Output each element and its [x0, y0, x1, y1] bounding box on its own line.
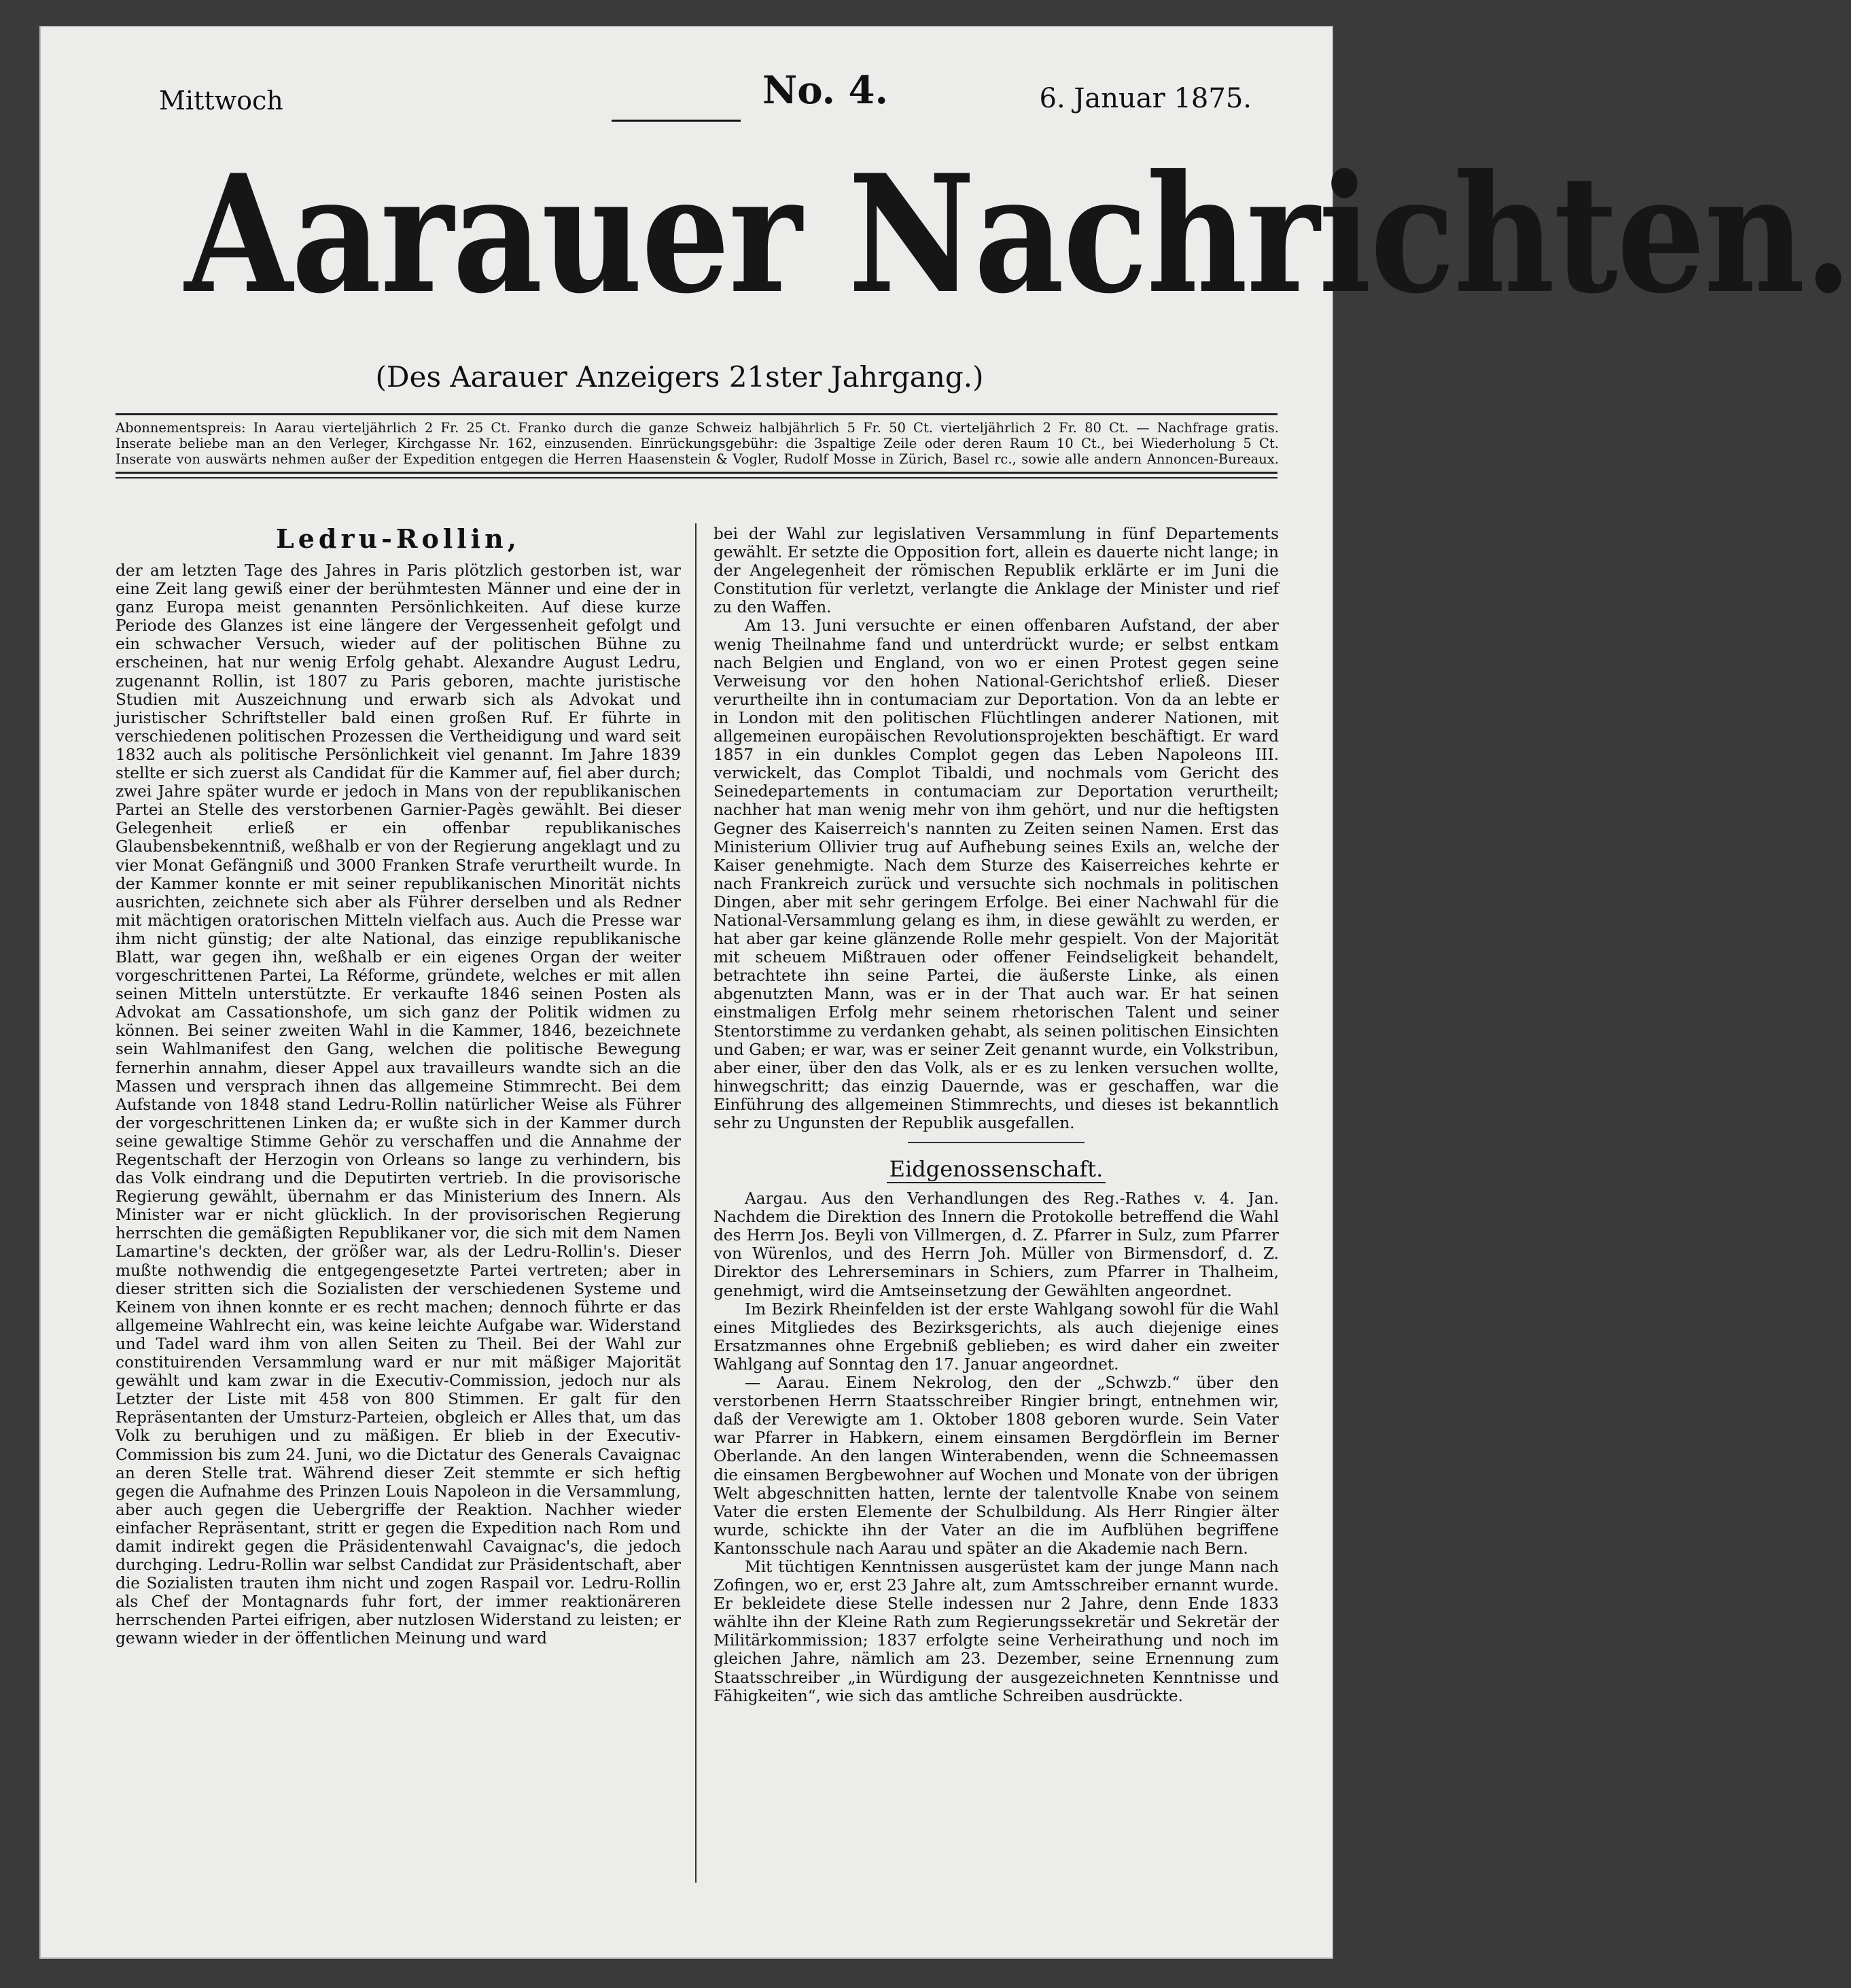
issue-number: No. 4. — [762, 68, 889, 113]
notice-line: Inserate beliebe man an den Verleger, Kirchgasse Nr. 162, einzusenden. Einrückungsgebühr: die 3spaltige Zeile oder deren Raum 10 Ct., bei Wiederholung 5 Ct. — [116, 436, 1279, 451]
header-rule-bottom — [116, 472, 1277, 474]
subscription-notices — [116, 420, 1279, 467]
article-column-right — [713, 525, 1279, 1705]
news-paragraph: Mit tüchtigen Kenntnissen ausgerüstet kam der junge Mann nach Zofingen, wo er, erst 23 Jahre alt, zum Amtsschreiber ernannt wurde. Er bekleidete diese Stelle indessen nur 2 Jahre, denn Ende 1833 wählte ihn der Kleine Rath zum Regierungssekretär und Sekretär der Militärkommission; 1837 erfolgte seine Verheirathung und noch im gleichen Jahre, nämlich am 23. Dezember, seine Ernennung zum Staatsschreiber „in Würdigung der ausgezeichneten Kenntnisse und Fähigkeiten“, wie sich das amtliche Schreiben ausdrückte. — [713, 1557, 1279, 1705]
section-heading — [713, 1155, 1279, 1183]
article-paragraph: der am letzten Tage des Jahres in Paris plötzlich gestorben ist, war eine Zeit lang gewiß einer der berühmtesten Männer und eine der in ganz Europa meist genannten Persönlichkeiten. Auf diese kurze Periode des Glanzes ist eine längere der Vergessenheit gefolgt und ein schwacher Versuch, wieder auf der politischen Bühne zu erscheinen, hat nur wenig Erfolg gehabt. Alexandre August Ledru, zugenannt Rollin, ist 1807 zu Paris geboren, machte juristische Studien mit Auszeichnung und erwarb sich als Advokat und juristischer Schriftsteller bald einen großen Ruf. Er führte in verschiedenen politischen Prozessen die Vertheidigung und ward seit 1832 auch als politische Persönlichkeit viel genannt. Im Jahre 1839 stellte er sich zuerst als Candidat für die Kammer auf, fiel aber durch; zwei Jahre später wurde er jedoch in Mans von der republikanischen Partei an Stelle des verstorbenen Garnier-Pagès gewählt. Bei dieser Gelegenheit erließ er ein offenbar republikanisches Glaubensbekenntniß, weßhalb er von der Regierung angeklagt und zu vier Monat Gefängniß und 3000 Franken Strafe verurtheilt wurde. In der Kammer konnte er mit seiner republikanischen Minorität nichts ausrichten, zeichnete sich aber als Führer derselben und als Redner mit mächtigen oratorischen Mitteln vielfach aus. Auch die Presse war ihm nicht günstig; der alte National, das einzige republikanische Blatt, war gegen ihn, weßhalb er ein eigenes Organ der weiter vorgeschrittenen Partei, La Réforme, gründete, welches er mit allen seinen Mitteln unterstützte. Er verkaufte 1846 seinen Posten als Advokat am Cassationshofe, um sich ganz der Politik widmen zu können. Bei seiner zweiten Wahl in die Kammer, 1846, bezeichnete sein Wahlmanifest den Gang, welchen die politische Bewegung fernerhin annahm, dieser Appel aux travailleurs wandte sich an die Massen und versprach ihnen das allgemeine Stimmrecht. Bei dem Aufstande von 1848 stand Ledru-Rollin natürlicher Weise als Führer der vorgeschrittenen Linken da; er wußte sich in der Kammer durch seine gewaltige Stimme Gehör zu verschaffen und die Annahme der Regentschaft der Herzogin von Orleans so lange zu verhindern, bis das Volk eindrang und die Deputirten vertrieb. In die provisorische Regierung gewählt, übernahm er das Ministerium des Innern. Als Minister war er nicht glücklich. In der provisorischen Regierung herrschten die gemäßigten Republikaner vor, die sich mit dem Namen Lamartine's deckten, der größer war, als der Ledru-Rollin's. Dieser mußte nothwendig die entgegengesetzte Partei vertreten; aber in dieser stritten sich die Sozialisten der verschiedenen Systeme und Keinem von ihnen konnte er es recht machen; dennoch führte er das allgemeine Wahlrecht ein, was keine leichte Aufgabe war. Widerstand und Tadel ward ihm von allen Seiten zu Theil. Bei der Wahl zur constituirenden Versammlung ward er nur mit mäßiger Majorität gewählt und kam zwar in die Executiv-Commission, jedoch nur als Letzter der Liste mit 458 von 800 Stimmen. Er galt für den Repräsentanten der Umsturz-Parteien, obgleich er Alles that, um das Volk zu beruhigen und zu mäßigen. Er blieb in der Executiv-Commission bis zum 24. Juni, wo die Dictatur des Generals Cavaignac an deren Stelle trat. Während dieser Zeit stemmte er sich heftig gegen die Aufnahme des Prinzen Louis Napoleon in die Versammlung, aber auch gegen die Uebergriffe der Reaktion. Nachher wieder einfacher Repräsentant, stritt er gegen die Expedition nach Rom und damit indirekt gegen die Präsidentenwahl Cavaignac's, die jedoch durchging. Ledru-Rollin war selbst Candidat zur Präsidentschaft, aber die Sozialisten trauten ihm nicht und zogen Raspail vor. Ledru-Rollin als Chef der Montagnards fuhr fort, der immer reaktionäreren herrschenden Partei eifrigen, aber nutzlosen Widerstand zu leisten; er gewann wieder in der öffentlichen Meinung und ward — [116, 561, 681, 1648]
number-underline — [612, 120, 741, 122]
news-paragraph: — Aarau. Einem Nekrolog, den der „Schwzb.“ über den verstorbenen Herrn Staatsschreiber Ringier bringt, entnehmen wir, daß der Verewigte am 1. Oktober 1808 geboren wurde. Sein Vater war Pfarrer in Habkern, einem einsamen Bergdörflein im Berner Oberlande. An den langen Winterabenden, wenn die Schneemassen die einsamen Bergbewohner auf Wochen und Monate von der übrigen Welt abgeschnitten hatten, lernte der talentvolle Knabe von seinem Vater die ersten Elemente der Schulbildung. Als Herr Ringier älter wurde, schickte ihn der Vater an die im Aufblühen begriffene Kantonsschule nach Aarau und später an die Akademie nach Bern. — [713, 1374, 1279, 1558]
newspaper-subtitle: (Des Aarauer Anzeigers 21ster Jahrgang.) — [375, 360, 984, 394]
article-separator — [908, 1142, 1085, 1143]
article-heading: Ledru-Rollin, — [276, 523, 521, 554]
column-divider — [695, 523, 697, 1883]
issue-weekday: Mittwoch — [159, 86, 283, 116]
issue-date: 6. Januar 1875. — [1039, 83, 1252, 114]
article-paragraph: Am 13. Juni versuchte er einen offenbaren Aufstand, der aber wenig Theilnahme fand und unterdrückt wurde; er selbst entkam nach Belgien und England, von wo er einen Protest gegen seine Verweisung vor den hohen National-Gerichtshof erließ. Dieser verurtheilte ihn in contumaciam zur Deportation. Von da an lebte er in London mit den politischen Flüchtlingen anderer Nationen, mit allgemeinen europäischen Revolutionsprojekten beschäftigt. Er ward 1857 in ein dunkles Complot gegen das Leben Napoleons III. verwickelt, das Complot Tibaldi, und nochmals vom Gericht des Seinedepartements in contumaciam zur Deportation verurtheilt; nachher hat man wenig mehr von ihm gehört, und nur die heftigsten Gegner des Kaiserreich's nannten zu Zeiten seinen Namen. Erst das Ministerium Ollivier trug auf Aufhebung seines Exils an, welche der Kaiser genehmigte. Nach dem Sturze des Kaiserreiches kehrte er nach Frankreich zurück und versuchte sich nochmals in politischen Dingen, aber mit sehr geringem Erfolge. Bei einer Nachwahl für die National-Versammlung gelang es ihm, in diese gewählt zu werden, er hat aber gar keine glänzende Rolle mehr gespielt. Von der Majorität mit scheuem Mißtrauen oder offener Feindseligkeit behandelt, betrachtete ihn seine Partei, die äußerste Linke, als einen abgenutzten Mann, was er in der That auch war. Er hat seinen einstmaligen Erfolg mehr seinem rhetorischen Talent und seiner Stentorstimme zu verdanken gehabt, als seinen politischen Einsichten und Gaben; er war, was er seiner Zeit genannt wurde, ein Volkstribun, aber einer, über den das Volk, als er es zu lenken versuchen wollte, hinwegschritt; das einzig Dauernde, was er geschaffen, war die Einführung des allgemeinen Stimmrechts, und dieses ist bekanntlich sehr zu Ungunsten der Republik ausgefallen. — [713, 616, 1279, 1132]
notice-line: Inserate von auswärts nehmen außer der Expedition entgegen die Herren Haasenstein & Vogler, Rudolf Mosse in Zürich, Basel rc., sowie alle andern Annoncen-Bureaux. — [116, 451, 1279, 467]
header-rule-double — [116, 477, 1277, 478]
newspaper-title: Aarauer Nachrichten. — [184, 140, 1851, 330]
masthead-top-line — [116, 58, 1252, 116]
header-rule-top — [116, 413, 1277, 415]
notice-line: Abonnementspreis: In Aarau vierteljährlich 2 Fr. 25 Ct. Franko durch die ganze Schweiz halbjährlich 5 Fr. 50 Ct. vierteljährlich 2 Fr. 80 Ct. — Nachfrage gratis. — [116, 420, 1279, 436]
news-paragraph: Aargau. Aus den Verhandlungen des Reg.-Rathes v. 4. Jan. Nachdem die Direktion des Innern die Protokolle betreffend die Wahl des Herrn Jos. Beyli von Villmergen, d. Z. Pfarrer in Sulz, zum Pfarrer von Würenlos, und des Herrn Joh. Müller von Birmensdorf, d. Z. Direktor des Lehrerseminars in Schiers, zum Pfarrer in Thalheim, genehmigt, wird die Amtseinsetzung der Gewählten angeordnet. — [713, 1189, 1279, 1300]
news-paragraph: Im Bezirk Rheinfelden ist der erste Wahlgang sowohl für die Wahl eines Mitgliedes des Bezirksgerichts, als auch diejenige eines Ersatzmannes ohne Ergebniß geblieben; es wird daher ein zweiter Wahlgang auf Sonntag den 17. Januar angeordnet. — [713, 1300, 1279, 1374]
article-column-left — [116, 523, 681, 1648]
section-heading-text: Eidgenossenschaft. — [887, 1156, 1106, 1183]
article-paragraph: bei der Wahl zur legislativen Versammlung in fünf Departements gewählt. Er setzte die Opposition fort, allein es dauerte nicht lange; in der Angelegenheit der römischen Republik erklärte er im Juni die Constitution für verletzt, verlangte die Anklage der Minister und rief zu den Waffen. — [713, 525, 1279, 617]
